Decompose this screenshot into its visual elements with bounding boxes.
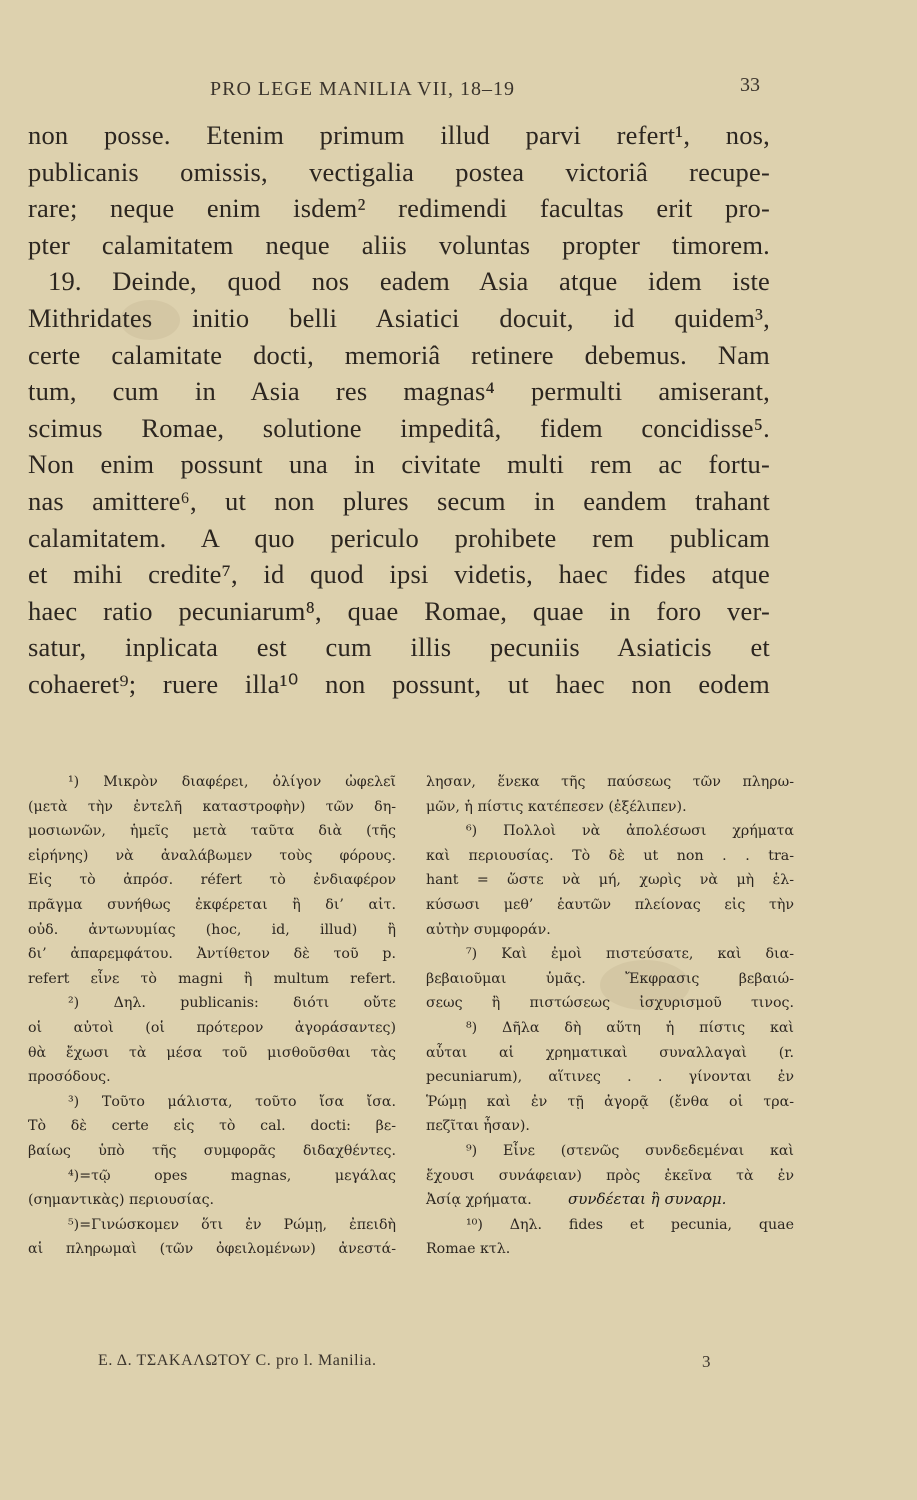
text-line: cohaeret⁹; ruere illa¹⁰ non possunt, ut haec non eodem [28,668,770,699]
text-line: nas amittere⁶, ut non plures secum in eandem trahant [28,485,770,516]
text-line: Mithridates initio belli Asiatici docuit, id quidem³, [28,302,770,333]
footnote-line: πεζῖται ἦσαν). [426,1118,530,1135]
footnote-line: (μετὰ τὴν ἐντελῆ καταστροφὴν) τῶν δη- [28,798,396,815]
footnote-line: λησαν, ἕνεκα τῆς παύσεως τῶν πληρω- [426,774,794,790]
footnotes-left-column [28,770,396,1262]
footnote-line: σεως ἢ πιστώσεως ἰσχυρισμοῦ τινος. [426,995,794,1012]
footnote-line: ¹) Μικρὸν διαφέρει, ὀλίγον ὠφελεῖ [68,774,396,790]
footnote-line: αἱ πληρωμαὶ (τῶν ὀφειλομένων) ἀνεστά- [28,1241,396,1258]
section-start-line: 19. Deinde, quod nos eadem Asia atque idem iste [48,266,770,297]
footnote-line: μῶν, ἡ πίστις κατέπεσεν (ἐξέλιπεν). [426,798,687,815]
text-line: Non enim possunt una in civitate multi rem ac fortu- [28,449,770,480]
latin-text-block [28,117,770,703]
signature-mark: 3 [702,1352,711,1371]
footnote-line: δι’ ἀπαρεμφάτου. Ἀντίθετον δὲ τοῦ p. [28,946,396,963]
handwritten-annotation: συνδέεται ἢ συναρμ. [568,1190,727,1208]
text-line: rare; neque enim isdem² redimendi facultas erit pro- [28,193,770,224]
text-line: satur, inplicata est cum illis pecuniis Asiaticis et [28,632,770,663]
footnote-line: hant = ὥστε νὰ μή, χωρὶς νὰ μὴ ἑλ- [426,872,794,889]
footnote-line: ⁸) Δῆλα δὴ αὕτη ἡ πίστις καὶ [466,1019,794,1036]
footnote-line: ⁶) Πολλοὶ νὰ ἀπολέσωσι χρήματα [466,823,794,840]
footnote-line: refert εἶνε τὸ magni ἢ multum refert. [28,970,396,987]
footnote-line: ⁷) Καὶ ἐμοὶ πιστεύσατε, καὶ δια- [466,946,794,963]
footnote-line: προσόδους. [28,1069,111,1086]
footnote-line: ²) Δηλ. publicanis: διότι οὔτε [68,995,396,1012]
footnote-line: βαίως ὑπὸ τῆς συμφορᾶς διδαχθέντες. [28,1142,396,1159]
signature-line [0,1352,917,1380]
text-line: haec ratio pecuniarum⁸, quae Romae, quae in foro ver- [28,595,770,626]
page-number: 33 [740,74,760,96]
footnote-line: Εἰς τὸ ἀπρόσ. réfert τὸ ἐνδιαφέρον [28,872,396,889]
footnote-line: αὐτὴν συμφοράν. [426,921,551,938]
footnote-line: οὐδ. ἀντωνυμίας (hoc, id, illud) ἢ [28,921,396,938]
text-line: tum, cum in Asia res magnas⁴ permulti amiserant, [28,376,770,407]
footnote-line: οἱ αὐτοὶ (οἱ πρότερον ἀγοράσαντες) [28,1019,396,1036]
footnote-line: ¹⁰) Δηλ. fides et pecunia, quae [466,1216,794,1233]
text-line: non posse. Etenim primum illud parvi refert¹, nos, [28,120,770,150]
footnote-line: ⁵)=Γινώσκομεν ὅτι ἐν Ρώμῃ, ἐπειδὴ [68,1216,396,1233]
footnote-line: Τὸ δὲ certe εἰς τὸ cal. docti: βε- [28,1118,396,1135]
text-line: calamitatem. A quo periculo prohibete rem publicam [28,522,770,553]
footnote-line: αὗται αἱ χρηματικαὶ συναλλαγαὶ (r. [426,1044,794,1061]
text-line: certe calamitate docti, memoriâ retinere debemus. Nam [28,339,770,370]
running-title: PRO LEGE MANILIA VII, 18–19 [210,78,515,100]
footnote-line: μοσιωνῶν, ἡμεῖς μετὰ ταῦτα διὰ (τῆς [28,823,396,840]
footnote-line: ⁹) Εἶνε (στενῶς συνδεδεμέναι καὶ [466,1142,794,1159]
footnote-line: Romae κτλ. [426,1241,511,1258]
footnote-line: εἰρήνης) νὰ ἀναλάβωμεν τοὺς φόρους. [28,847,396,864]
printer-signature: Ε. Δ. ΤΣΑΚΑΛΩΤΟΥ C. pro l. Manilia. [98,1352,377,1369]
footnote-line: pecuniarum), αἵτινες . . γίνονται ἐν [426,1069,794,1086]
text-line: pter calamitatem neque aliis voluntas propter timorem. [28,229,770,260]
text-line: scimus Romae, solutione impeditâ, fidem concidisse⁵. [28,412,770,443]
footnotes [28,770,794,1262]
text-line: et mihi credite⁷, id quod ipsi videtis, haec fides atque [28,559,770,590]
footnotes-right-column [426,770,794,1262]
footnote-line: ἔχουσι συνάφειαν) πρὸς ἐκεῖνα τὰ ἐν [426,1167,794,1184]
text-line: publicanis omissis, vectigalia postea victoriâ recupe- [28,156,770,187]
footnote-line: ⁴)=τῷ opes magnas, μεγάλας [68,1167,396,1184]
footnote-line: θὰ ἔχωσι τὰ μέσα τοῦ μισθοῦσθαι τὰς [28,1044,396,1061]
footnote-line: (σημαντικὰς) περιουσίας. [28,1192,215,1209]
footnote-line: κύσωσι μεθ’ ἑαυτῶν πλείονας εἰς τὴν [426,896,794,913]
footnote-line: βεβαιοῦμαι ὑμᾶς. Ἔκφρασις βεβαιώ- [426,970,794,987]
footnote-line: ³) Τοῦτο μάλιστα, τοῦτο ἴσα ἴσα. [68,1093,396,1110]
footnote-line: πρᾶγμα συνήθως ἐκφέρεται ἢ δι’ αἰτ. [28,896,396,913]
footnote-line: καὶ περιουσίας. Τὸ δὲ ut non . . tra- [426,847,794,864]
footnote-line: Ῥώμῃ καὶ ἐν τῇ ἀγορᾷ (ἔνθα οἱ τρα- [426,1093,794,1110]
footnote-line: Ἀσίᾳ χρήματα. [426,1192,532,1209]
running-head [0,70,917,106]
